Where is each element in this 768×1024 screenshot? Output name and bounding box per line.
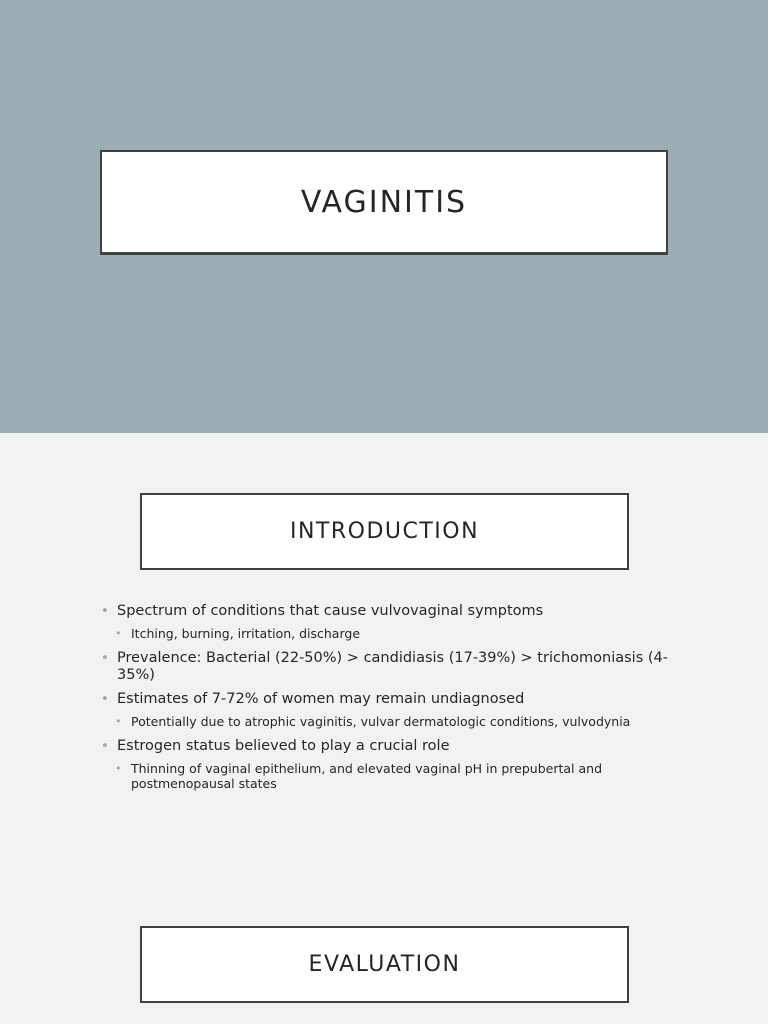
evaluation-heading: EVALUATION <box>308 952 461 977</box>
bullet-item: • Spectrum of conditions that cause vulvovaginal symptoms <box>100 603 670 620</box>
evaluation-heading-box <box>140 926 629 1003</box>
slide-title: VAGINITIS <box>300 184 468 220</box>
title-slide <box>0 0 768 433</box>
bullet-item: • Estimates of 7-72% of women may remain undiagnosed <box>100 691 670 708</box>
sub-bullet-item: • Itching, burning, irritation, discharge <box>100 626 670 641</box>
bullet-item: • Estrogen status believed to play a crucial role <box>100 738 670 755</box>
title-box <box>100 150 668 255</box>
sub-bullet-item: • Potentially due to atrophic vaginitis, vulvar dermatologic conditions, vulvodynia <box>100 714 670 729</box>
introduction-heading-box <box>140 493 629 570</box>
introduction-heading: INTRODUCTION <box>289 519 480 544</box>
sub-bullet-item: • Thinning of vaginal epithelium, and elevated vaginal pH in prepubertal and postmenopausal states <box>100 761 670 791</box>
content-slide <box>0 433 768 1024</box>
introduction-bullet-list <box>100 603 670 800</box>
bullet-item: • Prevalence: Bacterial (22-50%) > candidiasis (17-39%) > trichomoniasis (4-35%) <box>100 650 670 684</box>
